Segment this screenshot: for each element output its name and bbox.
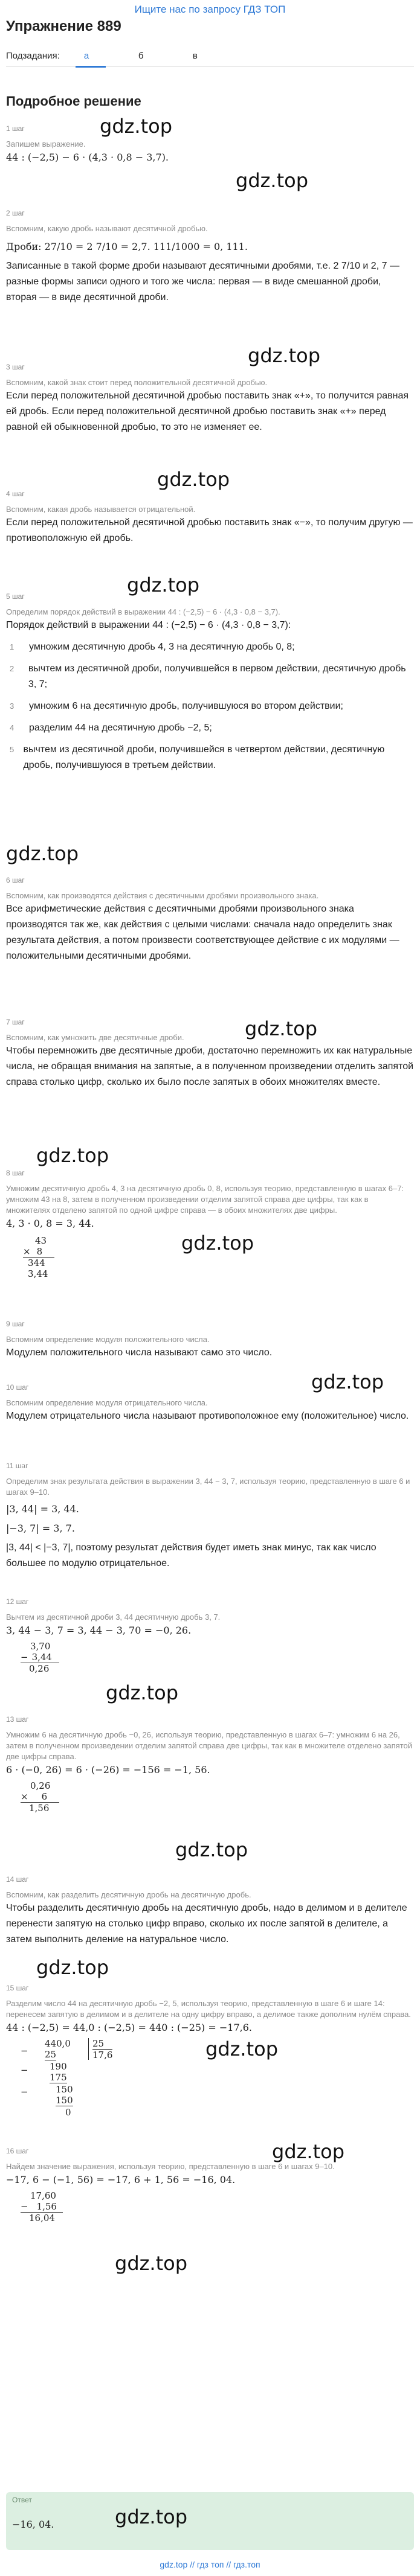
answer-box	[6, 2492, 414, 2550]
step-line: |3, 44| = 3, 44.	[6, 1503, 79, 1515]
step-text: 4, 3 · 0, 8 = 3, 44.	[6, 1218, 94, 1229]
step-8	[6, 1165, 414, 1279]
watermark: gdz.top	[205, 2037, 279, 2060]
step-text: 44 : (−2,5) = 44,0 : (−2,5) = 440 : (−25) = −17,6.	[6, 2022, 252, 2033]
tab-b[interactable]: б	[138, 51, 144, 61]
step-note: Умножим 6 на десятичную дробь −0, 26, используя теорию, представленную в шагах 6–7: умножим 6 на 26, затем в полученном произведении отделим запятой справа две цифры, так как в множителе отделено запятой две цифры справа.	[6, 1730, 413, 1761]
watermark: gdz.top	[175, 1838, 248, 1861]
step-badge: 5 шаг	[6, 592, 25, 601]
column-multiplication: 0,26 × 6 1,56	[21, 1780, 414, 1814]
step-text: 44 : (−2,5) − 6 · (4,3 · 0,8 − 3,7).	[6, 152, 169, 163]
list-item: 1 умножим десятичную дробь 4, 3 на десятичную дробь 0, 8;	[10, 642, 295, 652]
step-note: Найдем значение выражения, используя теорию, представленную в шаге 6 и шагах 9–10.	[6, 2162, 335, 2171]
step-6	[6, 872, 414, 964]
step-line: |3, 44| < |−3, 7|, поэтому результат действия будет иметь знак минус, так как число большее по модулю отрицательное.	[6, 1542, 376, 1568]
step-text: Чтобы перемножить две десятичные дроби, достаточно перемножить их как натуральные числа, не обращая внимания на запятые, а в полученном произведении отделить запятой справа столько цифр, сколько их было после запятых в обоих множителях вместе.	[6, 1046, 414, 1087]
step-7	[6, 1014, 414, 1090]
column-subtraction: 17,60 − 1,56 16,04	[21, 2190, 414, 2223]
step-note: Вспомним, какая дробь называется отрицательной.	[6, 505, 196, 514]
step-line: Дроби: 27/10 = 2 7/10 = 2,7. 111/1000 = 0, 111.	[6, 241, 248, 252]
step-3	[6, 359, 414, 435]
page-title: Упражнение 889	[6, 18, 121, 34]
action-list	[6, 639, 414, 773]
footer-links[interactable]: gdz.top // гдз топ // гдз.топ	[160, 2560, 260, 2569]
step-14	[6, 1871, 414, 1948]
step-text: Модулем положительного числа называют само это число.	[6, 1347, 273, 1358]
step-text: Если перед положительной десятичной дробью поставить знак «+», то получится равная ей дробь. Если перед положительной десятичной дробью поставить знак «+» перед равной ей обыкновенной дробью, то это не изменяет ее.	[6, 391, 409, 432]
active-tab-indicator	[76, 66, 106, 68]
step-badge: 6 шаг	[6, 876, 25, 884]
watermark: gdz.top	[127, 574, 200, 596]
column-subtraction: 3,70 − 3,44 0,26	[21, 1641, 414, 1674]
step-text: Чтобы разделить десятичную дробь на десятичную дробь, надо в делимом и в делителе перенести запятую на столько цифр вправо, сколько их после запятой в делителе, а затем выполнить деление на натуральное число.	[6, 1903, 407, 1945]
step-note: Определим порядок действий в выражении 44 : (−2,5) − 6 · (4,3 · 0,8 − 3,7).	[6, 607, 280, 616]
step-5	[6, 589, 414, 779]
step-note: Определим знак результата действия в выражении 3, 44 − 3, 7, используя теорию, представленную в шаге 6 и шагах 9–10.	[6, 1477, 410, 1497]
step-text: 3, 44 − 3, 7 = 3, 44 − 3, 70 = −0, 26.	[6, 1625, 192, 1636]
answer-badge: Ответ	[12, 2496, 32, 2504]
step-badge: 15 шаг	[6, 1984, 29, 1992]
watermark: gdz.top	[115, 2505, 188, 2528]
top-search-link[interactable]: Ищите нас по запросу ГДЗ ТОП	[134, 4, 286, 15]
watermark: gdz.top	[272, 2140, 345, 2163]
step-badge: 16 шаг	[6, 2147, 29, 2155]
step-badge: 11 шаг	[6, 1462, 28, 1470]
watermark: gdz.top	[100, 115, 173, 138]
watermark: gdz.top	[236, 169, 309, 192]
watermark: gdz.top	[245, 1017, 318, 1040]
watermark: gdz.top	[36, 1956, 109, 1979]
step-note: Вспомним, как разделить десятичную дробь на десятичную дробь.	[6, 1890, 251, 1899]
step-12	[6, 1594, 414, 1674]
list-item: 4 разделим 44 на десятичную дробь −2, 5;	[10, 723, 212, 733]
step-badge: 7 шаг	[6, 1018, 25, 1026]
step-note: Запишем выражение.	[6, 139, 86, 149]
tabs-underline	[6, 66, 414, 67]
step-text: Порядок действий в выражении 44 : (−2,5) − 6 · (4,3 · 0,8 − 3,7):	[6, 620, 291, 630]
watermark: gdz.top	[311, 1370, 384, 1393]
step-text: Все арифметические действия с десятичными дробями произвольного знака производятся так же, как действия с целыми числами: сначала надо определить знак результата действия, а потом произвести соответствующее действие с их модулями — положительными десятичными дробями.	[6, 904, 399, 961]
step-note: Вспомним, как умножить две десятичные дроби.	[6, 1033, 184, 1042]
step-badge: 10 шаг	[6, 1383, 29, 1392]
step-text: Если перед положительной десятичной дробью поставить знак «−», то получим другую — противоположную ей дробь.	[6, 517, 413, 543]
step-text: −17, 6 − (−1, 56) = −17, 6 + 1, 56 = −16, 04.	[6, 2174, 236, 2185]
step-note: Вспомним, какую дробь называют десятичной дробью.	[6, 224, 208, 233]
column-multiplication: 43 × 8 344 3,44	[23, 1235, 414, 1279]
step-13	[6, 1711, 414, 1814]
list-item: 5 вычтем из десятичной дроби, получившейся в четвертом действии, десятичную дробь, получившуюся в третьем действии.	[10, 744, 385, 770]
watermark: gdz.top	[248, 344, 321, 367]
step-badge: 1 шаг	[6, 124, 25, 133]
step-4	[6, 486, 414, 546]
solution-title: Подробное решение	[6, 94, 141, 109]
step-1	[6, 121, 414, 165]
step-note: Разделим число 44 на десятичную дробь −2, 5, используя теорию, представленную в шаге 6 и шаге 14: перенесем запятую в делимом и в делителе на одну цифру вправо, а делимое также дополним нулём справа.	[6, 1999, 411, 2019]
watermark: gdz.top	[157, 468, 230, 491]
step-11	[6, 1458, 414, 1571]
watermark: gdz.top	[115, 2252, 188, 2275]
step-9	[6, 1316, 414, 1361]
step-16	[6, 2143, 414, 2223]
step-badge: 3 шаг	[6, 363, 25, 371]
subtasks-bar	[6, 51, 247, 61]
step-badge: 2 шаг	[6, 209, 25, 217]
step-text: 6 · (−0, 26) = 6 · (−26) = −156 = −1, 56.	[6, 1764, 210, 1775]
list-item: 3 умножим 6 на десятичную дробь, получившуюся во втором действии;	[10, 701, 343, 711]
step-note: Вспомним определение модуля положительного числа.	[6, 1335, 210, 1344]
tab-v[interactable]: в	[192, 51, 198, 61]
list-item: 2 вычтем из десятичной дроби, получившейся в первом действии, десятичную дробь 3, 7;	[10, 663, 406, 689]
watermark: gdz.top	[106, 1681, 179, 1704]
step-note: Вспомним определение модуля отрицательного числа.	[6, 1398, 208, 1407]
step-badge: 8 шаг	[6, 1169, 25, 1177]
step-badge: 13 шаг	[6, 1715, 29, 1724]
step-note: Вычтем из десятичной дроби 3, 44 десятичную дробь 3, 7.	[6, 1612, 221, 1622]
step-badge: 4 шаг	[6, 490, 25, 498]
step-badge: 12 шаг	[6, 1597, 29, 1606]
step-note: Умножим десятичную дробь 4, 3 на десятичную дробь 0, 8, используя теорию, представленную в шагах 6–7: умножим 43 на 8, затем в полученном произведении отделим запятой справа две цифры, так как в множителях отделено запятой по одной цифре справа — в обоих множителях две цифры.	[6, 1184, 404, 1215]
watermark: gdz.top	[181, 1232, 254, 1254]
watermark: gdz.top	[36, 1144, 109, 1167]
step-line: |−3, 7| = 3, 7.	[6, 1523, 75, 1534]
step-2	[6, 205, 414, 305]
step-line: Записанные в такой форме дроби называют десятичными дробями, т.е. 2 7/10 и 2, 7 — разные формы записи одного и того же числа: первая — в виде смешанной дроби, вторая — в виде десятичной дроби.	[6, 261, 399, 302]
step-text: Модулем отрицательного числа называют противоположное ему (положительное) число.	[6, 1411, 409, 1421]
answer-value: −16, 04.	[12, 2519, 54, 2530]
step-note: Вспомним, какой знак стоит перед положительной десятичной дробью.	[6, 378, 268, 387]
long-division: 440,0 − 25 − 190 175 − 150 150 0 25 17,6	[21, 2038, 113, 2118]
step-badge: 9 шаг	[6, 1320, 25, 1328]
step-badge: 14 шаг	[6, 1875, 29, 1884]
watermark: gdz.top	[6, 842, 79, 865]
step-note: Вспомним, как производятся действия с десятичными дробями произвольного знака.	[6, 891, 319, 900]
subtasks-label: Подзадания:	[6, 51, 60, 61]
tab-a[interactable]: а	[83, 51, 89, 61]
